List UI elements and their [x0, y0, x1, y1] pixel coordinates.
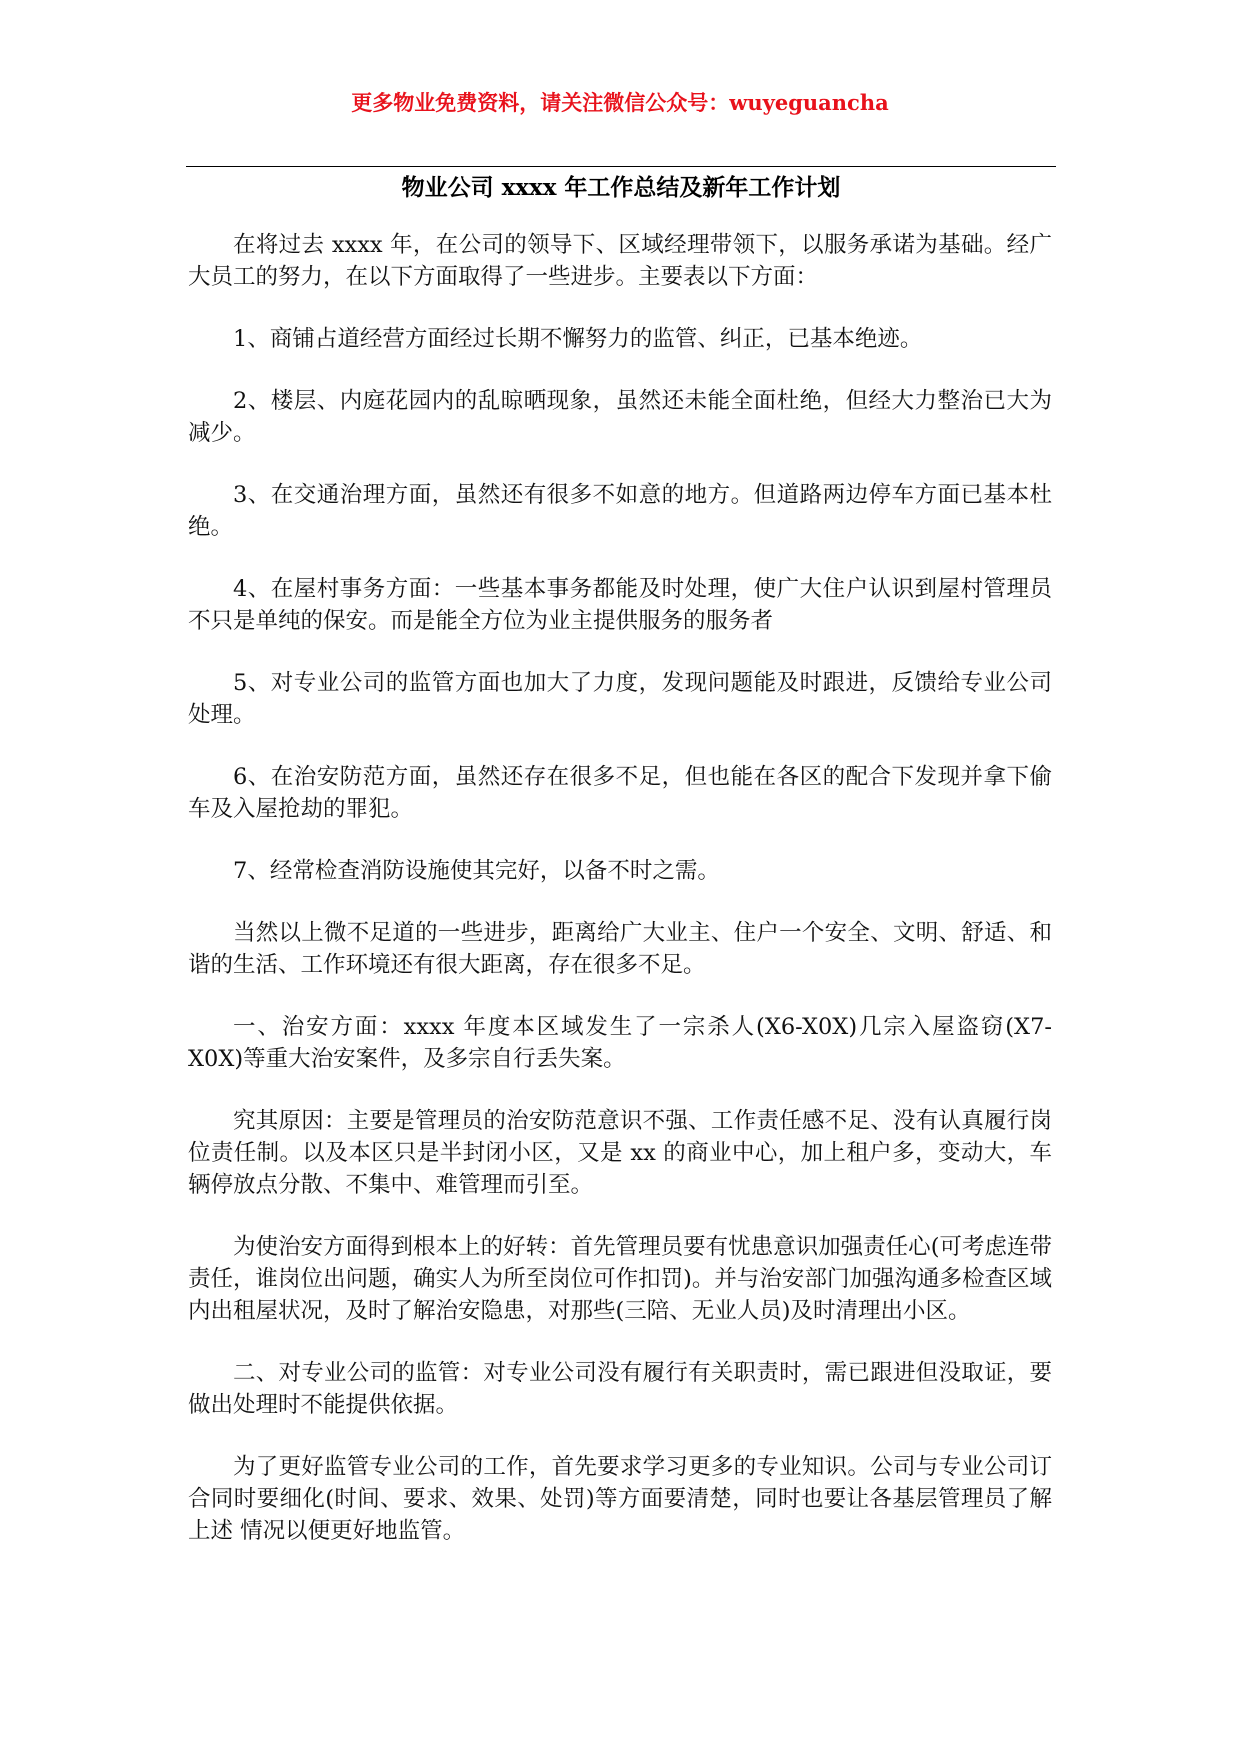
paragraph-item-7: 7、经常检查消防设施使其完好，以备不时之需。	[233, 858, 720, 884]
paragraph-item-2: 2、楼层、内庭花园内的乱晾晒现象，虽然还未能全面杜绝，但经大力整治已大为减少。	[188, 388, 1052, 446]
document-body	[188, 229, 1052, 1577]
paragraph-item-5: 5、对专业公司的监管方面也加大了力度，发现问题能及时跟进，反馈给专业公司处理。	[188, 670, 1052, 728]
paragraph-supervision-plan: 为了更好监管专业公司的工作，首先要求学习更多的专业知识。公司与专业公司订合同时要细化(时间、要求、效果、处罚)等方面要清楚，同时也要让各基层管理员了解上述 情况以便更好地监管。	[188, 1454, 1052, 1544]
paragraph-security-plan: 为使治安方面得到根本上的好转：首先管理员要有忧患意识加强责任心(可考虑连带责任，谁岗位出问题，确实人为所至岗位可作扣罚)。并与治安部门加强沟通多检查区域内出租屋状况，及时了解治安隐患，对那些(三陪、无业人员)及时清理出小区。	[188, 1234, 1052, 1324]
promo-header-note: 更多物业免费资料，请关注微信公众号：wuyeguancha	[351, 90, 889, 115]
title-divider	[186, 166, 1056, 167]
paragraph-cause: 究其原因：主要是管理员的治安防范意识不强、工作责任感不足、没有认真履行岗位责任制。以及本区只是半封闭小区，又是 xx 的商业中心，加上租户多，变动大，车辆停放点分散、不集中、难管理而引至。	[188, 1108, 1052, 1198]
paragraph-summary: 当然以上微不足道的一些进步，距离给广大业主、住户一个安全、文明、舒适、和谐的生活、工作环境还有很大距离，存在很多不足。	[188, 920, 1052, 978]
paragraph-item-4: 4、在屋村事务方面：一些基本事务都能及时处理，使广大住户认识到屋村管理员不只是单纯的保安。而是能全方位为业主提供服务的服务者	[188, 576, 1052, 634]
paragraph-item-1: 1、商铺占道经营方面经过长期不懈努力的监管、纠正，已基本绝迹。	[233, 326, 923, 352]
paragraph-item-3: 3、在交通治理方面，虽然还有很多不如意的地方。但道路两边停车方面已基本杜绝。	[188, 482, 1052, 540]
paragraph-intro: 在将过去 xxxx 年，在公司的领导下、区域经理带领下，以服务承诺为基础。经广大员工的努力，在以下方面取得了一些进步。主要表以下方面：	[188, 232, 1052, 290]
paragraph-security: 一、治安方面：xxxx 年度本区域发生了一宗杀人(X6-X0X)几宗入屋盗窃(X7-X0X)等重大治安案件，及多宗自行丢失案。	[188, 1014, 1052, 1072]
paragraph-item-6: 6、在治安防范方面，虽然还存在很多不足，但也能在各区的配合下发现并拿下偷车及入屋抢劫的罪犯。	[188, 764, 1052, 822]
paragraph-supervision: 二、对专业公司的监管：对专业公司没有履行有关职责时，需已跟进但没取证，要做出处理时不能提供依据。	[188, 1360, 1052, 1418]
document-title: 物业公司 xxxx 年工作总结及新年工作计划	[401, 174, 841, 201]
